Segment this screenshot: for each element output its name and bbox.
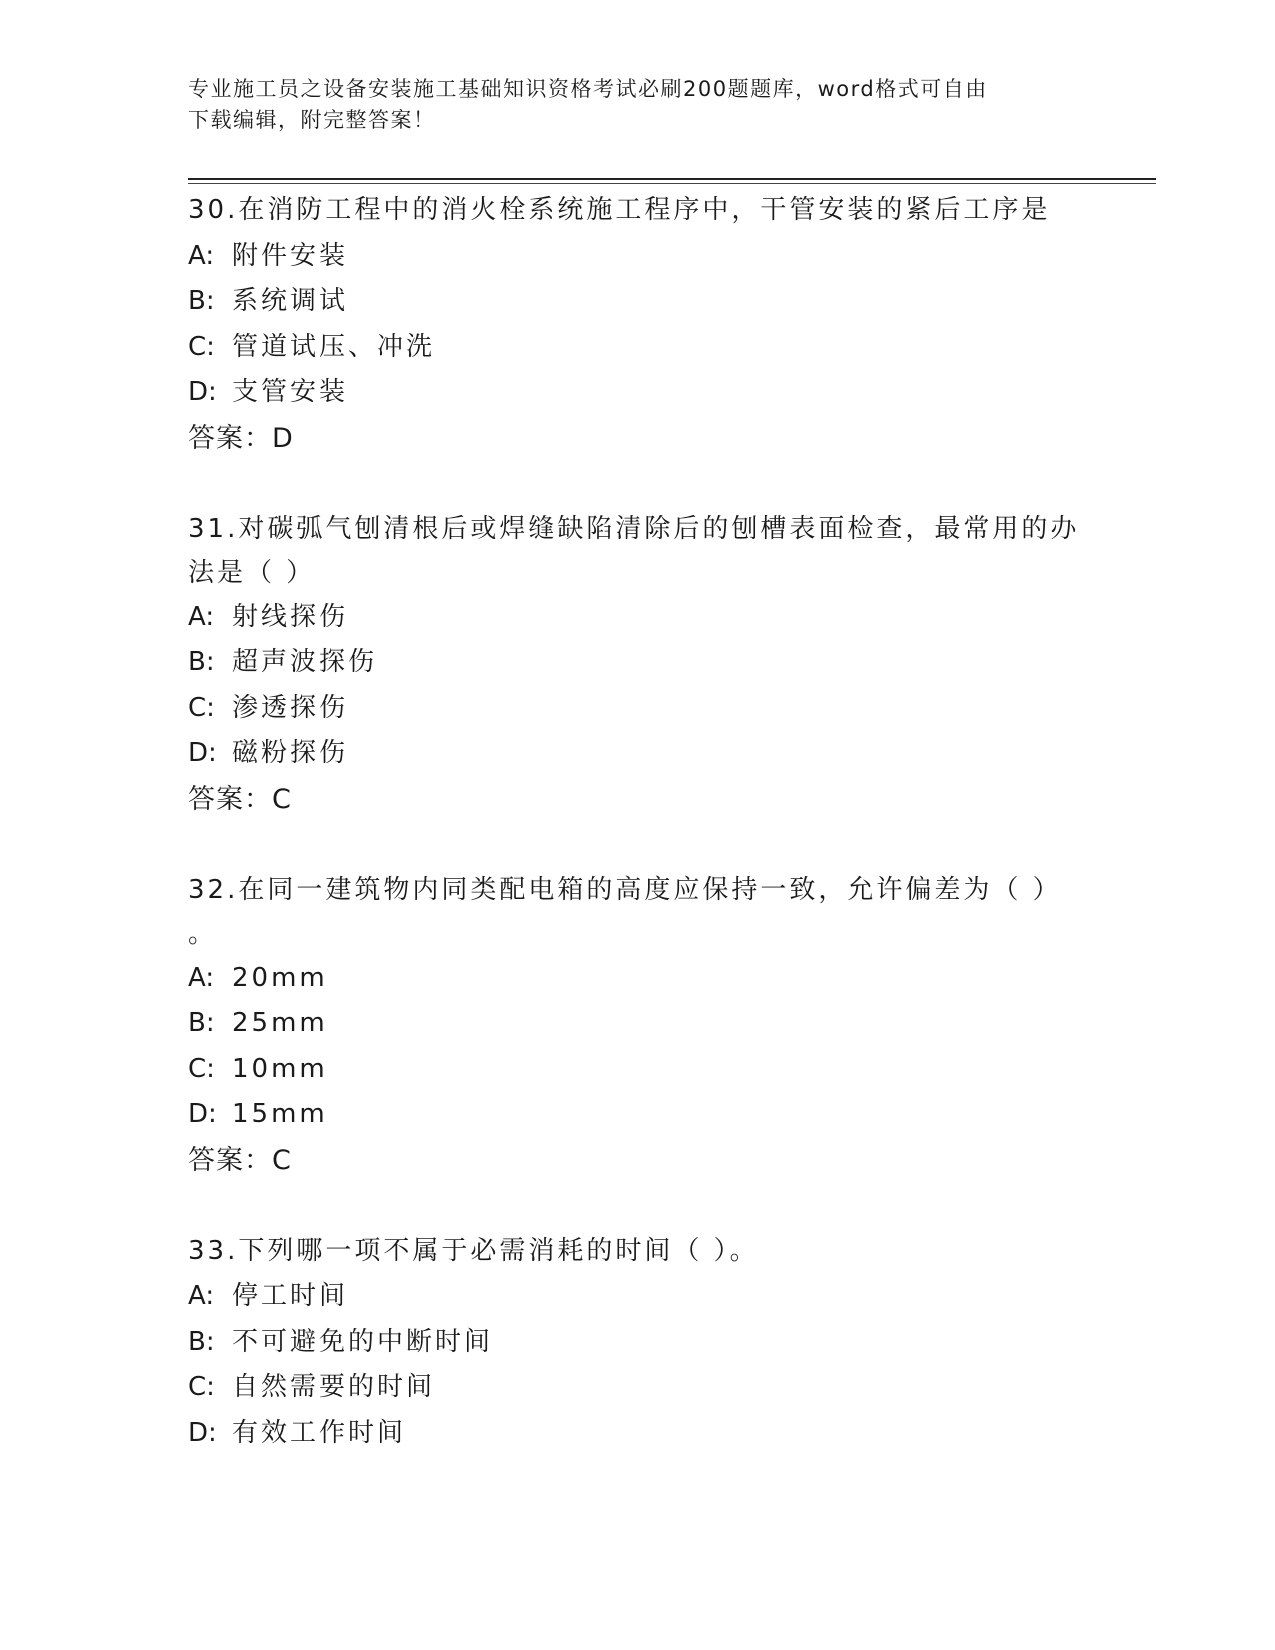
question-list (188, 188, 1088, 1456)
option-letter: B: (188, 1326, 215, 1357)
option-text: 渗透探伤 (232, 692, 349, 723)
option-text: 系统调试 (232, 286, 349, 316)
option-text: 附件安装 (232, 240, 349, 271)
option-b (188, 279, 1088, 325)
option-letter: C: (188, 331, 215, 362)
option-letter: A: (188, 1281, 215, 1311)
option-text: 管道试压、冲洗 (232, 331, 436, 362)
option-text: 20mm (232, 962, 328, 993)
option-a (188, 595, 1088, 641)
header-divider-thick (188, 178, 1156, 180)
option-letter: A: (188, 240, 215, 271)
option-c (188, 1365, 1088, 1411)
option-text: 磁粉探伤 (232, 738, 349, 768)
option-d (188, 1411, 1088, 1457)
option-d (188, 1092, 1088, 1138)
option-text: 10mm (232, 1053, 328, 1084)
option-c (188, 1047, 1088, 1093)
option-c (188, 325, 1088, 371)
option-a (188, 234, 1088, 280)
option-b (188, 640, 1088, 686)
option-letter: D: (188, 738, 217, 768)
option-a (188, 956, 1088, 1002)
option-a (188, 1274, 1088, 1320)
question-31 (188, 507, 1088, 822)
header-line-1: 专业施工员之设备安装施工基础知识资格考试必刷200题题库，word格式可自由 (188, 77, 988, 101)
option-letter: A: (188, 962, 215, 993)
option-text: 25mm (232, 1008, 328, 1038)
option-d (188, 370, 1088, 416)
option-letter: D: (188, 377, 217, 407)
answer-line: 答案：C (188, 783, 292, 815)
answer-line: 答案：D (188, 422, 294, 454)
question-stem: 33.下列哪一项不属于必需消耗的时间（ ）。 (188, 1235, 759, 1266)
question-stem-line-2: 。 (188, 918, 218, 949)
option-letter: A: (188, 601, 215, 632)
option-b (188, 1001, 1088, 1047)
question-30 (188, 188, 1088, 461)
header-line-2: 下载编辑，附完整答案！ (188, 108, 436, 132)
option-letter: B: (188, 647, 215, 677)
question-33 (188, 1229, 1088, 1457)
question-stem-line-1: 31.对碳弧气刨清根后或焊缝缺陷清除后的刨槽表面检查，最常用的办 (188, 513, 1080, 544)
document-header (188, 74, 1088, 136)
option-letter: D: (188, 1099, 217, 1129)
spacer (188, 822, 1088, 868)
spacer (188, 461, 1088, 507)
option-text: 超声波探伤 (232, 647, 378, 677)
answer-line: 答案：C (188, 1144, 292, 1176)
option-letter: C: (188, 692, 215, 723)
option-text: 射线探伤 (232, 601, 349, 632)
option-text: 支管安装 (232, 377, 349, 407)
option-c (188, 686, 1088, 732)
question-stem-line-1: 32.在同一建筑物内同类配电箱的高度应保持一致，允许偏差为（ ） (188, 874, 1062, 905)
option-text: 15mm (232, 1099, 328, 1129)
option-letter: B: (188, 1008, 215, 1038)
option-d (188, 731, 1088, 777)
option-letter: B: (188, 286, 215, 316)
question-stem-line-2: 法是（ ） (188, 557, 316, 588)
option-text: 停工时间 (232, 1281, 349, 1311)
question-stem: 30.在消防工程中的消火栓系统施工程序中，干管安装的紧后工序是 (188, 195, 1051, 225)
question-32 (188, 868, 1088, 1183)
option-text: 自然需要的时间 (232, 1372, 436, 1402)
option-b (188, 1320, 1088, 1366)
option-text: 不可避免的中断时间 (232, 1326, 494, 1357)
option-letter: D: (188, 1417, 217, 1448)
option-letter: C: (188, 1053, 215, 1084)
spacer (188, 1183, 1088, 1229)
option-text: 有效工作时间 (232, 1417, 407, 1448)
header-divider-thin (188, 183, 1156, 184)
option-letter: C: (188, 1372, 215, 1402)
